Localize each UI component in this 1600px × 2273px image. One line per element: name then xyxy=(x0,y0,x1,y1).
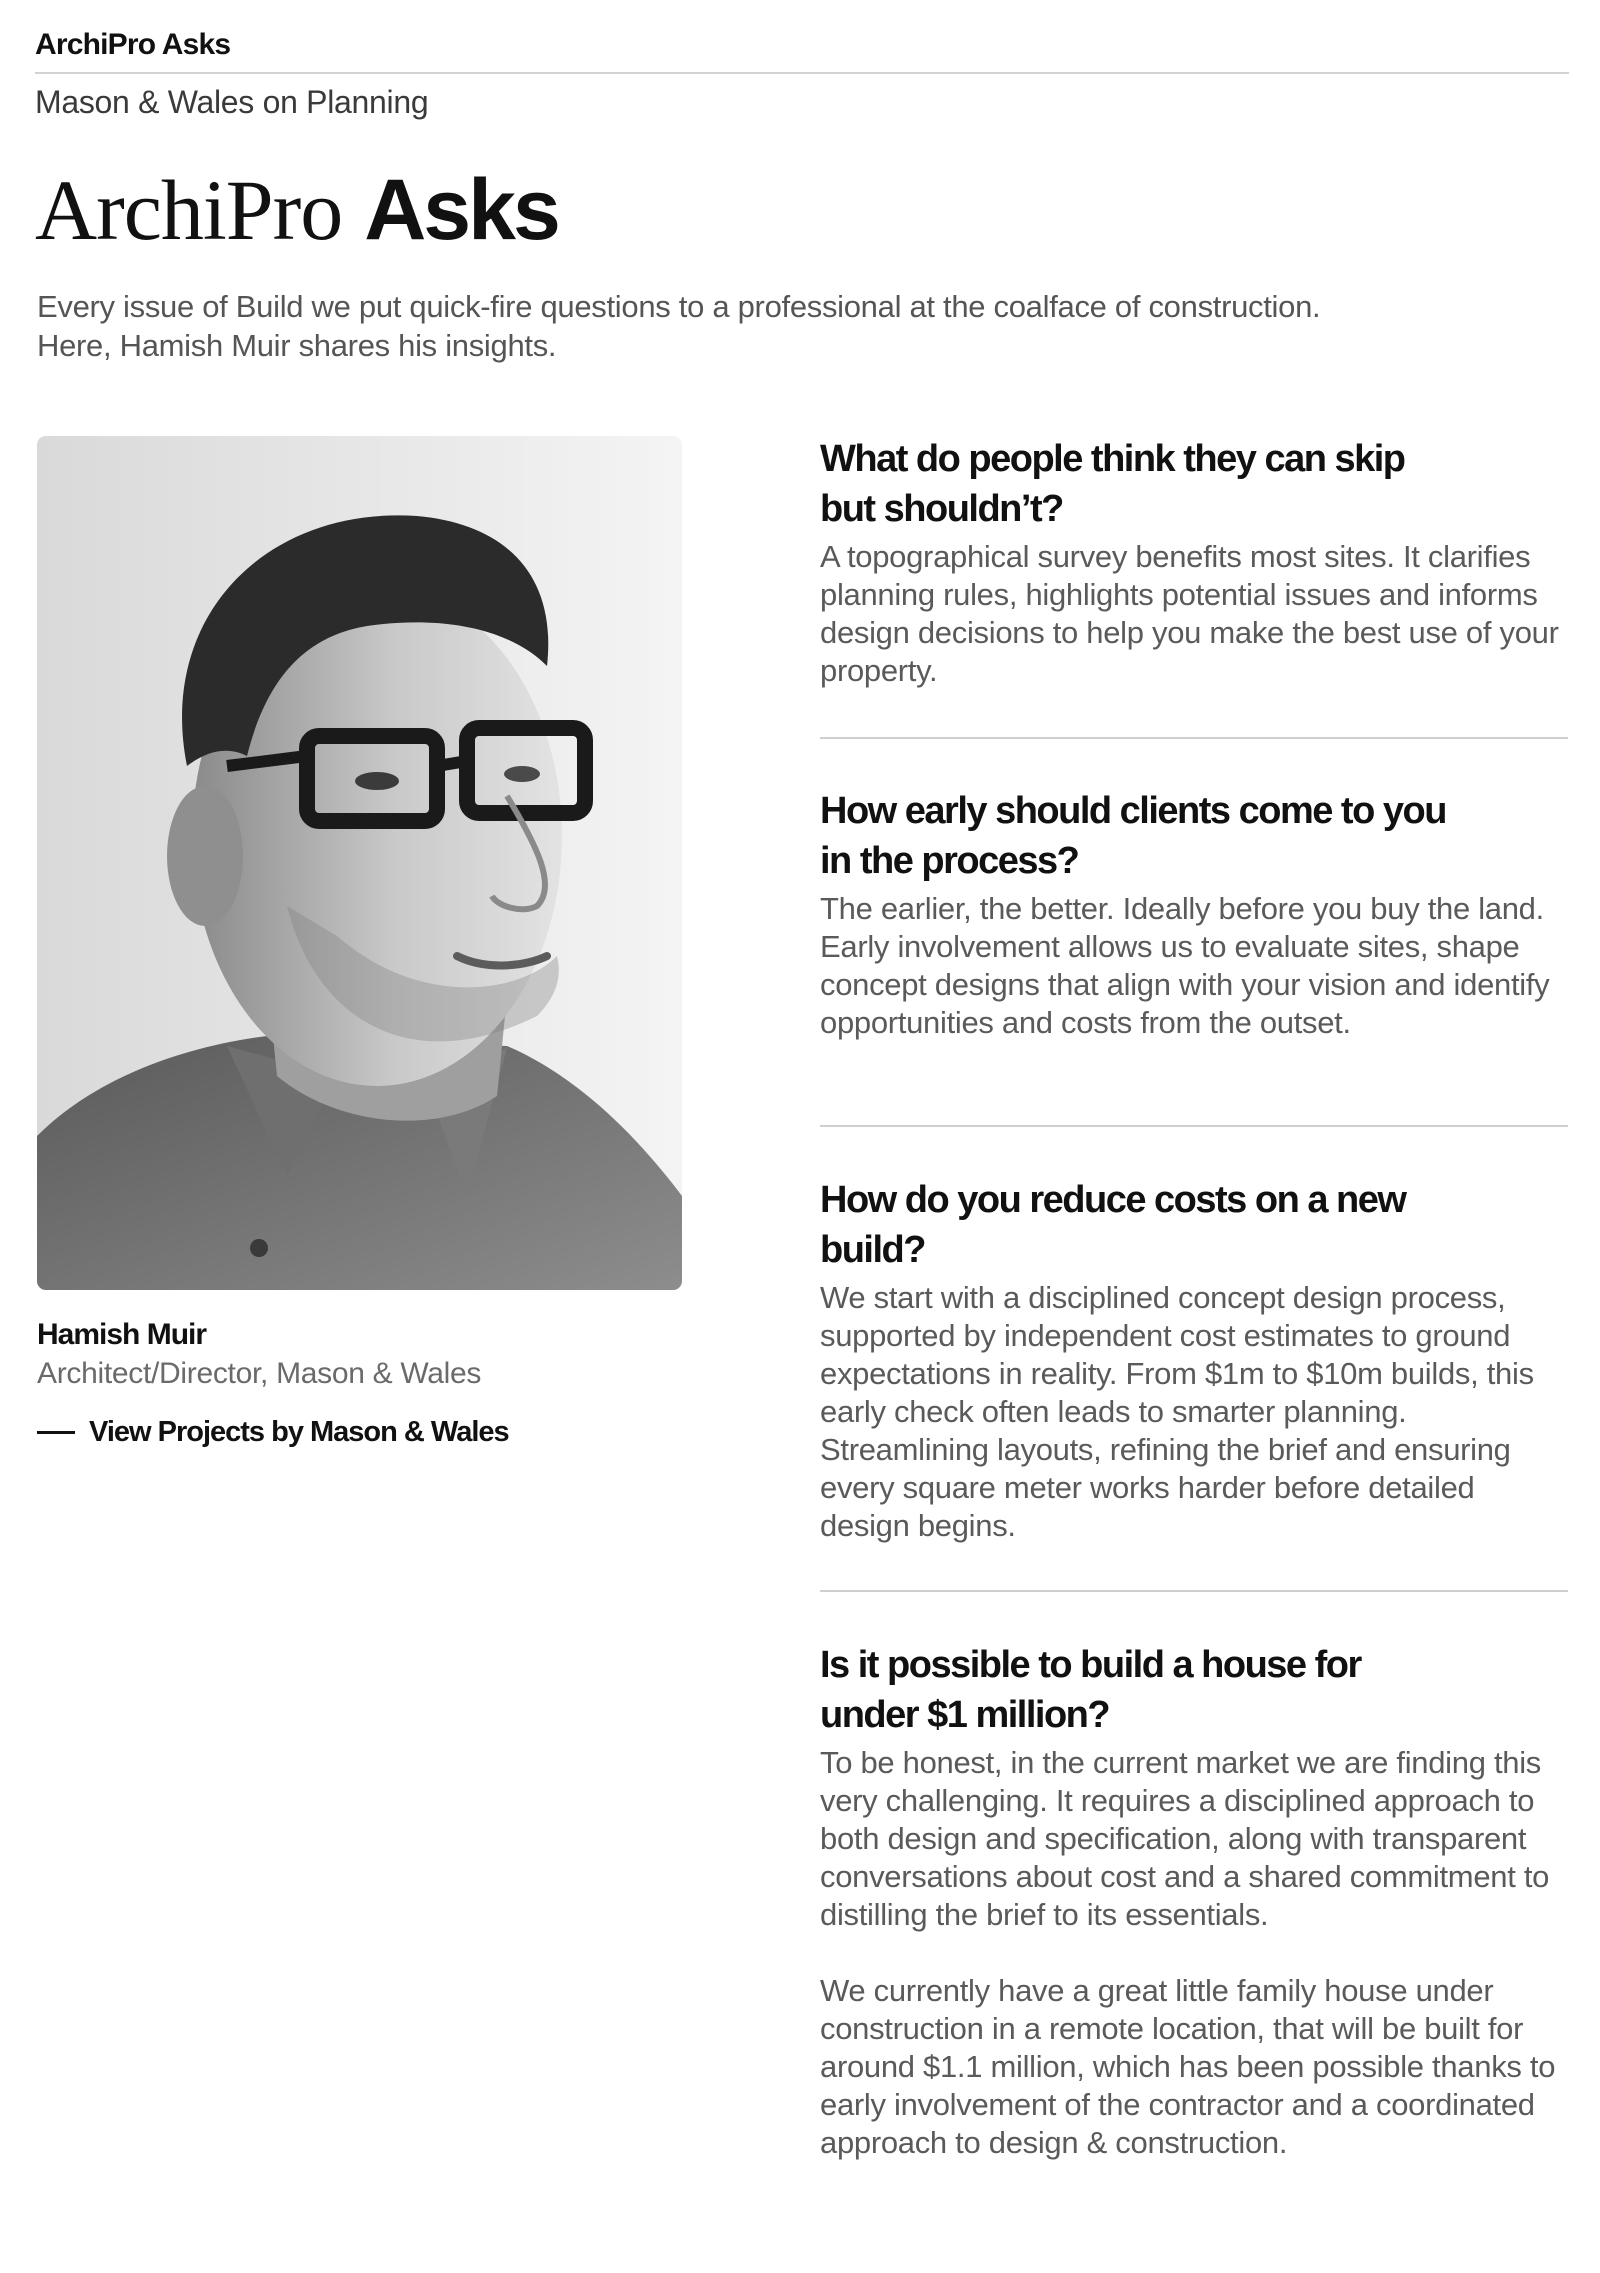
view-projects-label: View Projects by Mason & Wales xyxy=(89,1415,509,1448)
top-header xyxy=(35,22,1569,74)
person-role: Architect/Director, Mason & Wales xyxy=(37,1357,482,1390)
question-1: What do people think they can skip but shouldn’t? xyxy=(820,438,1405,530)
answer-4-paragraph-1: To be honest, in the current market we are finding this very challenging. It requires a disciplined approach to both design and specification, along with transparent conversations about cost and a shared commitment to distilling the brief to its essentials. xyxy=(820,1745,1550,1932)
answer-2: The earlier, the better. Ideally before you buy the land. Early involvement allows us to evaluate sites, shape concept designs that align with your vision and identify opportunities and costs from the outset. xyxy=(820,891,1550,1040)
divider-3 xyxy=(820,1590,1568,1592)
question-4: Is it possible to build a house for under $1 million? xyxy=(820,1644,1361,1736)
qa-item-4 xyxy=(820,1640,1570,2162)
intro-line-2: Here, Hamish Muir shares his insights. xyxy=(37,328,557,363)
page-title xyxy=(35,160,558,260)
portrait-photo xyxy=(37,436,682,1290)
answer-3: We start with a disciplined concept design process, supported by independent cost estimates to ground expectations in reality. From $1m to $10m builds, this early check often leads to smarter planning. Streamlining layouts, refining the brief and ensuring every square meter works harder before detailed design begins. xyxy=(820,1280,1534,1543)
intro-text xyxy=(37,287,1517,365)
answer-1: A topographical survey benefits most sites. It clarifies planning rules, highlights potential issues and informs design decisions to help you make the best use of your property. xyxy=(820,539,1559,688)
person-name: Hamish Muir xyxy=(37,1318,207,1351)
divider-2 xyxy=(820,1125,1568,1127)
question-3: How do you reduce costs on a new build? xyxy=(820,1179,1406,1271)
portrait-illustration xyxy=(37,436,682,1290)
brand-label[interactable]: ArchiPro Asks xyxy=(35,28,231,61)
title-serif-part: ArchiPro xyxy=(35,162,343,258)
qa-item-3 xyxy=(820,1175,1570,1545)
qa-item-1 xyxy=(820,434,1570,690)
answer-4-paragraph-2: We currently have a great little family house under construction in a remote location, that will be built for around $1.1 million, which has been possible thanks to early involvement of the contractor and a coordinated approach to design & construction. xyxy=(820,1973,1556,2160)
question-2: How early should clients come to you in the process? xyxy=(820,790,1446,882)
title-bold-part: Asks xyxy=(364,162,558,258)
intro-line-1: Every issue of Build we put quick-fire questions to a professional at the coalface of construction. xyxy=(37,289,1321,324)
dash-icon xyxy=(37,1431,75,1434)
view-projects-link[interactable] xyxy=(37,1412,509,1452)
divider-1 xyxy=(820,737,1568,739)
qa-item-2 xyxy=(820,786,1570,1042)
page-subtitle: Mason & Wales on Planning xyxy=(35,84,429,120)
